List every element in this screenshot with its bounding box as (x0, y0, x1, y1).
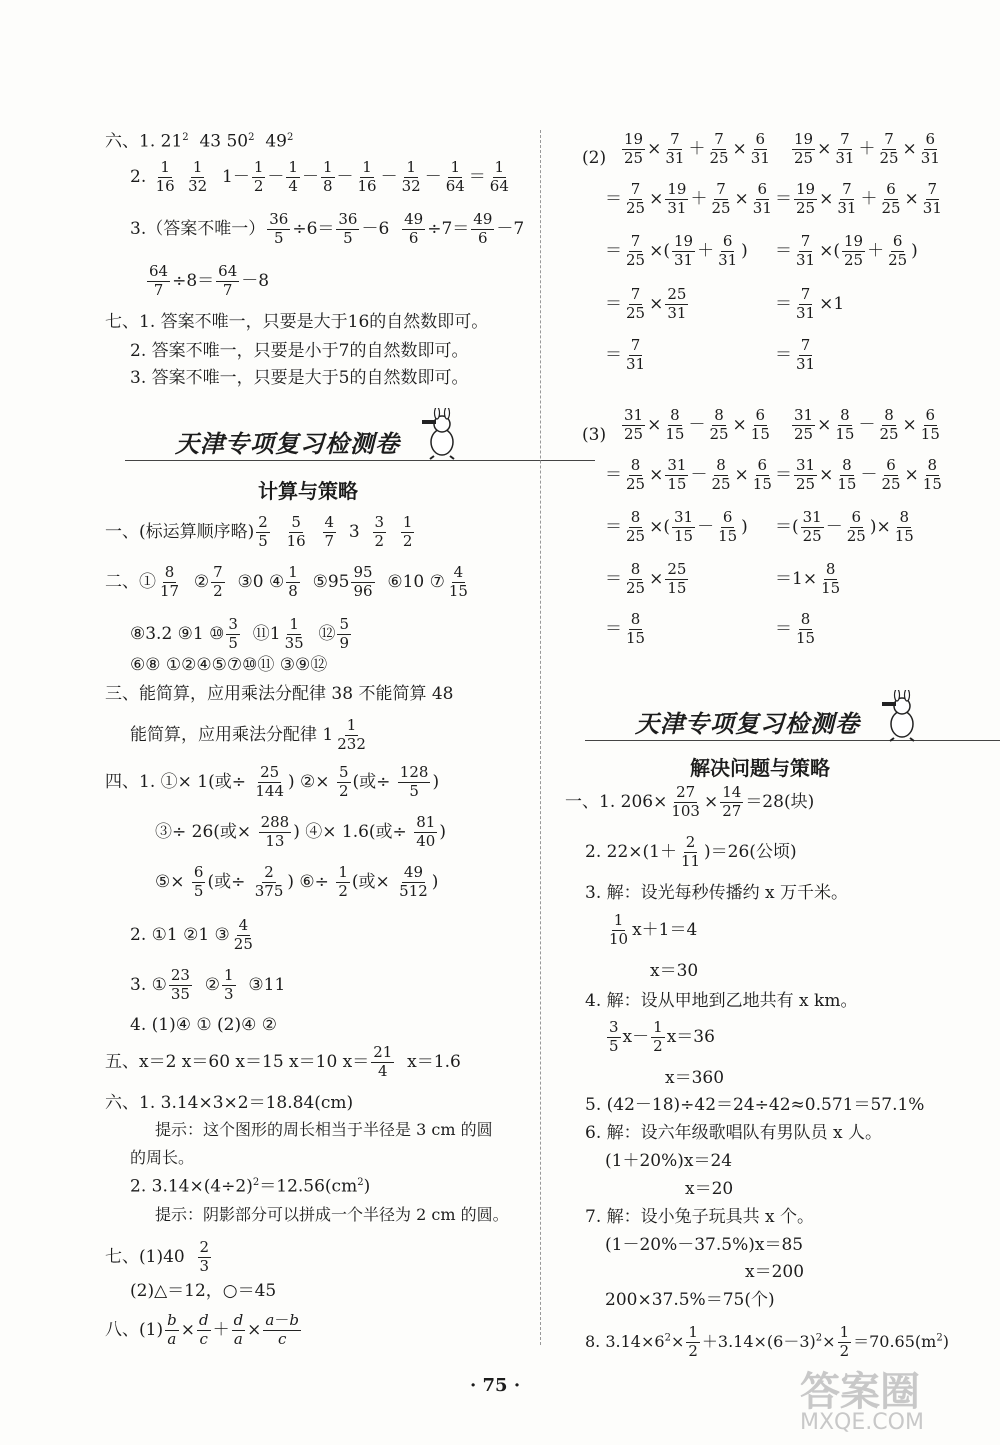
sol-3: 3. 解：设光每秒传播约 x 万千米。 (585, 883, 849, 903)
s7-q2: 2. 答案不唯一，只要是小于7的自然数即可。 (130, 341, 469, 361)
rabbit-mascot-icon (418, 408, 466, 460)
sol-3-eq: $\frac{1}{10}$ x＋1＝4 (609, 911, 698, 948)
r-p3-l3b: ＝( $\frac{31}{25}$ － $\frac{6}{25}$ )× $\frac{8}{15}$ (775, 508, 914, 545)
r-p3-l5b: ＝ $\frac{8}{15}$ (775, 610, 816, 647)
sol-5: 5. (42－18)÷42＝24÷42≈0.571＝57.1% (585, 1095, 925, 1115)
sol-6: 6. 解：设六年级歌唱队有男队员 x 人。 (585, 1123, 883, 1143)
s6-q3-cont: $\frac{64}{7}$ ÷8＝ $\frac{64}{7}$ －8 (149, 262, 270, 299)
r-p2-l1b: $\frac{19}{25}$ × $\frac{7}{31}$ ＋ $\frac{7}{25}$ × $\frac{6}{31}$ (794, 130, 940, 167)
r-p3-l2a: ＝ $\frac{8}{25}$ × $\frac{31}{15}$ － $\frac{8}{25}$ × $\frac{6}{15}$ (605, 456, 772, 493)
q3-row2: 能简算，应用乘法分配律 1 $\frac{1}{232}$ (130, 716, 366, 753)
r-p3-l2b: ＝ $\frac{31}{25}$ × $\frac{8}{15}$ － $\frac{6}{25}$ × $\frac{8}{15}$ (775, 456, 942, 493)
sol-1: 一、1. 206× $\frac{27}{103}$ × $\frac{14}{27}$ ＝28(块) (565, 783, 815, 820)
r-p3-l4a: ＝ $\frac{8}{25}$ × $\frac{25}{15}$ (605, 560, 687, 597)
sol-7: 7. 解：设小兔子玩具共 x 个。 (585, 1207, 815, 1227)
q4-r2: ③÷ 26(或× $\frac{288}{13}$ ) ④× 1.6(或÷ $\frac{81}{40}$ ) (155, 813, 446, 850)
s6-q1: 六、1. $21^2$ 43 $50^2$ $49^2$ (105, 131, 294, 152)
r-p2-l5b: ＝ $\frac{7}{31}$ (775, 336, 816, 373)
q3-row1: 三、能简算，应用乘法分配律 38 不能简算 48 (105, 684, 454, 704)
sol-6-ans: x＝20 (685, 1179, 734, 1199)
banner-right: 天津专项复习检测卷 (635, 698, 935, 738)
sol-7-b: 200×37.5%＝75(个) (605, 1290, 775, 1310)
q6-hint1: 提示：这个图形的周长相当于半径是 3 cm 的圆 (155, 1120, 493, 1139)
q5: 五、x＝2 x＝60 x＝15 x＝10 x＝ $\frac{21}{4}$ x＝1.6 (105, 1043, 461, 1080)
q6-2: 2. $3.14\times(4\div 2)^2=12.56(cm^2)$ (130, 1176, 371, 1197)
column-divider (540, 130, 541, 1345)
banner-left: 天津专项复习检测卷 (175, 418, 475, 458)
r-p2-l4a: ＝ $\frac{7}{25}$ × $\frac{25}{31}$ (605, 285, 687, 322)
q1-order: 一、(标运算顺序略) $\frac{2}{5}$ $\frac{5}{16}$ $\frac{4}{7}$ 3 $\frac{3}{2}$ $\frac{1}{2}$ (105, 513, 413, 550)
q2-row3: ⑥⑧ ①②④⑤⑦⑩⑪ ③⑨⑫ (130, 655, 328, 675)
section-title-calc: 计算与策略 (258, 479, 358, 503)
q6-1: 六、1. 3.14×3×2＝18.84(cm) (105, 1093, 354, 1113)
r-p2-l5a: ＝ $\frac{7}{31}$ (605, 336, 646, 373)
q4-4: 4. (1)④ ① (2)④ ② (130, 1015, 277, 1035)
sol-4-eq: $\frac{3}{5}$ x－ $\frac{1}{2}$ x＝36 (609, 1018, 715, 1055)
sol-4: 4. 解：设从甲地到乙地共有 x km。 (585, 991, 858, 1011)
s6-q2: 2. $\frac{1}{16}$ $\frac{1}{32}$ 1－ $\frac{1}{2}$ － $\frac{1}{4}$ － $\frac{1}{8}$ － $\frac{1}{16}$ － $\frac{1}{32}$ － $\frac{1}{64}$ ＝ $\frac{1}{64}$ (130, 158, 509, 195)
r-p3-l4b: ＝1× $\frac{8}{15}$ (775, 560, 841, 597)
rabbit-mascot-icon (878, 690, 926, 742)
section-title-problems: 解决问题与策略 (690, 756, 830, 780)
sol-4-ans: x＝360 (665, 1068, 725, 1088)
watermark-logo: 答案圈 (800, 1369, 920, 1415)
r-p2-l3b: ＝ $\frac{7}{31}$ ×( $\frac{19}{25}$ ＋ $\frac{6}{25}$ ) (775, 232, 918, 269)
sol-7-eq: (1－20%－37.5%)x＝85 (605, 1235, 804, 1255)
q4-r3: ⑤× $\frac{6}{5}$ (或÷ $\frac{2}{375}$ ) ⑥÷ $\frac{1}{2}$ (或× $\frac{49}{512}$ ) (155, 863, 439, 900)
q4-r1: 四、1. ①× 1(或÷ $\frac{25}{144}$ ) ②× $\frac{5}{2}$ (或÷ $\frac{128}{5}$ ) (105, 763, 440, 800)
q4-2: 2. ①1 ②1 ③ $\frac{4}{25}$ (130, 916, 253, 953)
r-p3-l5a: ＝ $\frac{8}{15}$ (605, 610, 646, 647)
s7-q1: 七、1. 答案不唯一，只要是大于16的自然数即可。 (105, 312, 489, 332)
r-p2-l1a: $\frac{19}{25}$ × $\frac{7}{31}$ ＋ $\frac{7}{25}$ × $\frac{6}{31}$ (624, 130, 770, 167)
r-p2-l2b: ＝ $\frac{19}{25}$ × $\frac{7}{31}$ ＋ $\frac{6}{25}$ × $\frac{7}{31}$ (775, 180, 942, 217)
q6-hint1-cont: 的周长。 (130, 1148, 195, 1167)
q4-3: 3. ① $\frac{23}{35}$ ② $\frac{1}{3}$ ③11 (130, 966, 286, 1003)
page-number: · 75 · (470, 1375, 521, 1396)
q7-1: 七、(1)40 $\frac{2}{3}$ (105, 1238, 210, 1275)
sol-2: 2. 22×(1＋ $\frac{2}{11}$ )＝26(公顷) (585, 833, 797, 870)
s7-q3: 3. 答案不唯一，只要是大于5的自然数即可。 (130, 368, 469, 388)
sol-6-eq: (1＋20%)x＝24 (605, 1151, 733, 1171)
r-p2-label: (2) (582, 148, 607, 168)
r-p2-l4b: ＝ $\frac{7}{31}$ ×1 (775, 285, 845, 322)
watermark-url: MXQE.COM (800, 1410, 924, 1435)
q7-2: (2)△＝12，○＝45 (130, 1281, 277, 1301)
r-p3-l1a: $\frac{31}{25}$ × $\frac{8}{15}$ － $\frac{8}{25}$ × $\frac{6}{15}$ (624, 406, 770, 443)
r-p3-l1b: $\frac{31}{25}$ × $\frac{8}{15}$ － $\frac{8}{25}$ × $\frac{6}{15}$ (794, 406, 940, 443)
r-p3-label: (3) (582, 425, 607, 445)
r-p2-l2a: ＝ $\frac{7}{25}$ × $\frac{19}{31}$ ＋ $\frac{7}{25}$ × $\frac{6}{31}$ (605, 180, 772, 217)
q2-row2: ⑧3.2 ⑨1 ⑩ $\frac{3}{5}$ ⑪1 $\frac{1}{35}$ ⑫ $\frac{5}{9}$ (130, 615, 350, 652)
q6-hint2: 提示：阴影部分可以拼成一个半径为 2 cm 的圆。 (155, 1205, 509, 1224)
sol-8: 8. $3.14\times 6^2\times$ $\frac{1}{2}$ $+3.14\times(6-3)^2\times$ $\frac{1}{2}$ $=70.65(m^2)$ (585, 1323, 949, 1360)
r-p3-l3a: ＝ $\frac{8}{25}$ ×( $\frac{31}{15}$ － $\frac{6}{15}$ ) (605, 508, 748, 545)
q8: 八、(1) $\frac{b}{a}$ × $\frac{d}{c}$ ＋ $\frac{d}{a}$ × $\frac{a-b}{c}$ (105, 1311, 299, 1348)
sol-3-ans: x＝30 (650, 961, 699, 981)
r-p2-l3a: ＝ $\frac{7}{25}$ ×( $\frac{19}{31}$ ＋ $\frac{6}{31}$ ) (605, 232, 748, 269)
s6-q3: 3.（答案不唯一） $\frac{36}{5}$ ÷6＝ $\frac{36}{5}$ －6 $\frac{49}{6}$ ÷7＝ $\frac{49}{6}$ －7 (130, 210, 525, 247)
q2-row1: 二、① $\frac{8}{17}$ ② $\frac{7}{2}$ ③0 ④ $\frac{1}{8}$ ⑤95 $\frac{95}{96}$ ⑥10 ⑦ $\frac{4}{15}$ (105, 563, 468, 600)
sol-7-ans: x＝200 (745, 1262, 805, 1282)
